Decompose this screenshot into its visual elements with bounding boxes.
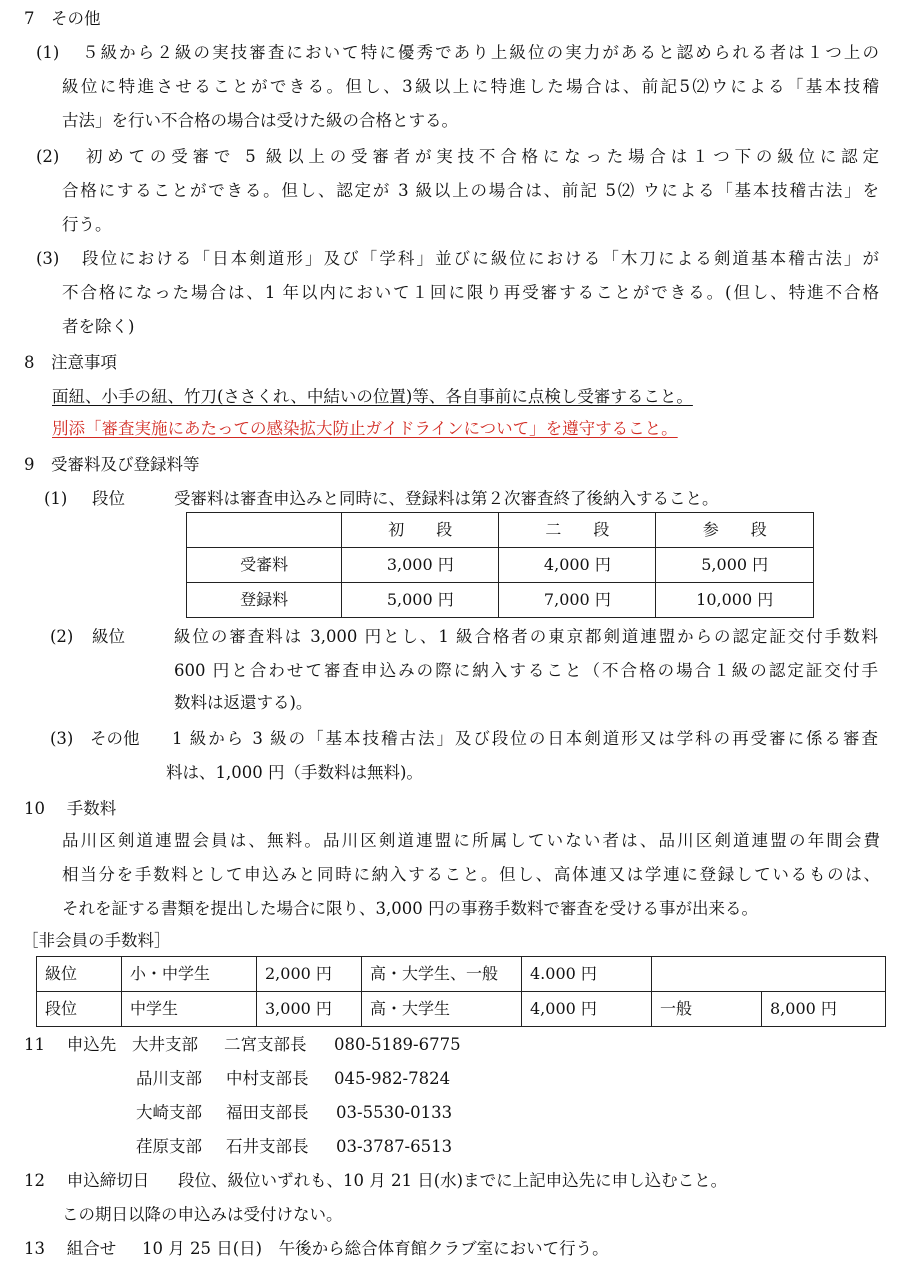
s12-line1: 段位、級位いずれも、10 月 21 日(水)までに上記申込先に申し込むこと。 [178,1171,728,1190]
table-cell: 3,000 円 [342,548,499,583]
table-cell: 小・中学生 [122,957,257,992]
s7-p2-number: (2) [36,147,60,166]
branch-leader: 石井支部長 [226,1137,309,1156]
branch-name: 品川支部 [136,1069,202,1088]
table-cell: 4,000 円 [522,992,652,1027]
branch-phone: 03-5530-0133 [336,1103,453,1122]
s10-line2: 相当分を手数料として申込みと同時に納入すること。但し、高体連又は学連に登録しているものは、 [62,865,880,884]
table-cell: 一般 [652,992,762,1027]
s9-p3-number: (3) [50,729,74,748]
s7-p3-line1: 段位における「日本剣道形」及び「学科」並びに級位における「木刀による剣道基本稽古法」が [82,249,879,268]
fee-table-dan [186,512,814,618]
section-7-heading: 7 その他 [24,9,101,28]
section-9-heading: 9 受審料及び登録料等 [24,455,200,474]
s9-p1-label: 段位 [92,489,125,508]
branch-name: 大井支部 [132,1035,198,1054]
s7-p2-line3: 行う。 [62,215,112,234]
s9-p2-line3: 数料は返還する)。 [174,693,313,712]
section-11-heading: 11 申込先 [24,1035,117,1054]
s8-guideline-line: 別添「審査実施にあたっての感染拡大防止ガイドラインについて」を遵守すること。 [52,419,678,438]
table-cell: 登録料 [187,583,342,618]
fee-table-non-member [36,956,886,1027]
table-cell: 級位 [37,957,122,992]
s7-p2-line2: 合格にすることができる。但し、認定が 3 級以上の場合は、前記 5⑵ ウによる「基本技稽古法」を [62,181,879,200]
table-cell: 7,000 円 [499,583,656,618]
s9-p2-line2: 600 円と合わせて審査申込みの際に納入すること（不合格の場合１級の認定証交付手 [174,661,878,680]
branch-name: 荏原支部 [136,1137,202,1156]
table-row [187,548,814,583]
table-cell: 10,000 円 [656,583,814,618]
s7-p1-line2: 級位に特進させることができる。但し、3級以上に特進した場合は、前記5⑵ウによる「基本技稽 [62,77,879,96]
s10-line3: それを証する書類を提出した場合に限り、3,000 円の事務手数料で審査を受ける事が出来る。 [62,899,758,918]
s9-p3-label: その他 [90,729,140,748]
s9-p3-line1: 1 級から 3 級の「基本技稽古法」及び段位の日本剣道形又は学科の再受審に係る審査 [172,729,878,748]
branch-phone: 080-5189-6775 [334,1035,461,1054]
table-row [187,513,814,548]
s10-line1: 品川区剣道連盟会員は、無料。品川区剣道連盟に所属していない者は、品川区剣道連盟の年間会費 [62,831,880,850]
s9-p1-text: 受審料は審査申込みと同時に、登録料は第２次審査終了後納入すること。 [174,489,719,508]
s9-p2-label: 級位 [92,627,125,646]
s9-p3-line2: 料は、1,000 円（手数料は無料)。 [166,763,423,782]
branch-phone: 03-3787-6513 [336,1137,453,1156]
table-row [37,992,886,1027]
branch-name: 大崎支部 [136,1103,202,1122]
branch-phone: 045-982-7824 [334,1069,451,1088]
s7-p1-number: (1) [36,43,60,62]
table-cell: 高・大学生 [362,992,522,1027]
section-13-heading: 13 組合せ [24,1239,117,1258]
non-member-fee-caption: ［非会員の手数料］ [22,931,171,950]
table-cell: 8,000 円 [762,992,886,1027]
s7-p1-line3: 古法」を行い不合格の場合は受けた級の合格とする。 [62,111,458,130]
table-row [37,957,886,992]
s9-p2-line1: 級位の審査料は 3,000 円とし、1 級合格者の東京都剣道連盟からの認定証交付手数料 [174,627,878,646]
s7-p3-line3: 者を除く) [62,317,135,336]
table-cell: 2,000 円 [257,957,362,992]
table-cell: 高・大学生、一般 [362,957,522,992]
table-header-cell: 初 段 [342,513,499,548]
table-header-cell [187,513,342,548]
section-8-heading: 8 注意事項 [24,353,117,372]
table-cell: 5,000 円 [656,548,814,583]
table-cell: 受審料 [187,548,342,583]
s7-p3-line2: 不合格になった場合は、1 年以内において１回に限り再受審することができる。(但し、特進不合格 [62,283,879,302]
branch-leader: 中村支部長 [226,1069,309,1088]
table-cell: 3,000 円 [257,992,362,1027]
s8-notice-line: 面紐、小手の紐、竹刀(ささくれ、中結いの位置)等、各自事前に点検し受審すること。 [52,387,693,406]
table-header-cell: 参 段 [656,513,814,548]
table-cell: 4.000 円 [522,957,652,992]
s7-p3-number: (3) [36,249,60,268]
table-cell: 5,000 円 [342,583,499,618]
table-row [187,583,814,618]
table-cell: 4,000 円 [499,548,656,583]
table-cell: 段位 [37,992,122,1027]
s9-p2-number: (2) [50,627,74,646]
s7-p2-line1: 初めての受審で 5 級以上の受審者が実技不合格になった場合は１つ下の級位に認定 [86,147,879,166]
table-header-cell: 二 段 [499,513,656,548]
s12-line2: この期日以降の申込みは受付けない。 [62,1205,343,1224]
branch-leader: 福田支部長 [226,1103,309,1122]
s9-p1-number: (1) [44,489,68,508]
section-12-heading: 12 申込締切日 [24,1171,150,1190]
table-cell: 中学生 [122,992,257,1027]
s13-text: 10 月 25 日(日) 午後から総合体育館クラブ室において行う。 [142,1239,609,1258]
section-10-heading: 10 手数料 [24,799,117,818]
branch-leader: 二宮支部長 [224,1035,307,1054]
s7-p1-line1: ５級から２級の実技審査において特に優秀であり上級位の実力があると認められる者は１つ上の [82,43,879,62]
table-cell [652,957,886,992]
